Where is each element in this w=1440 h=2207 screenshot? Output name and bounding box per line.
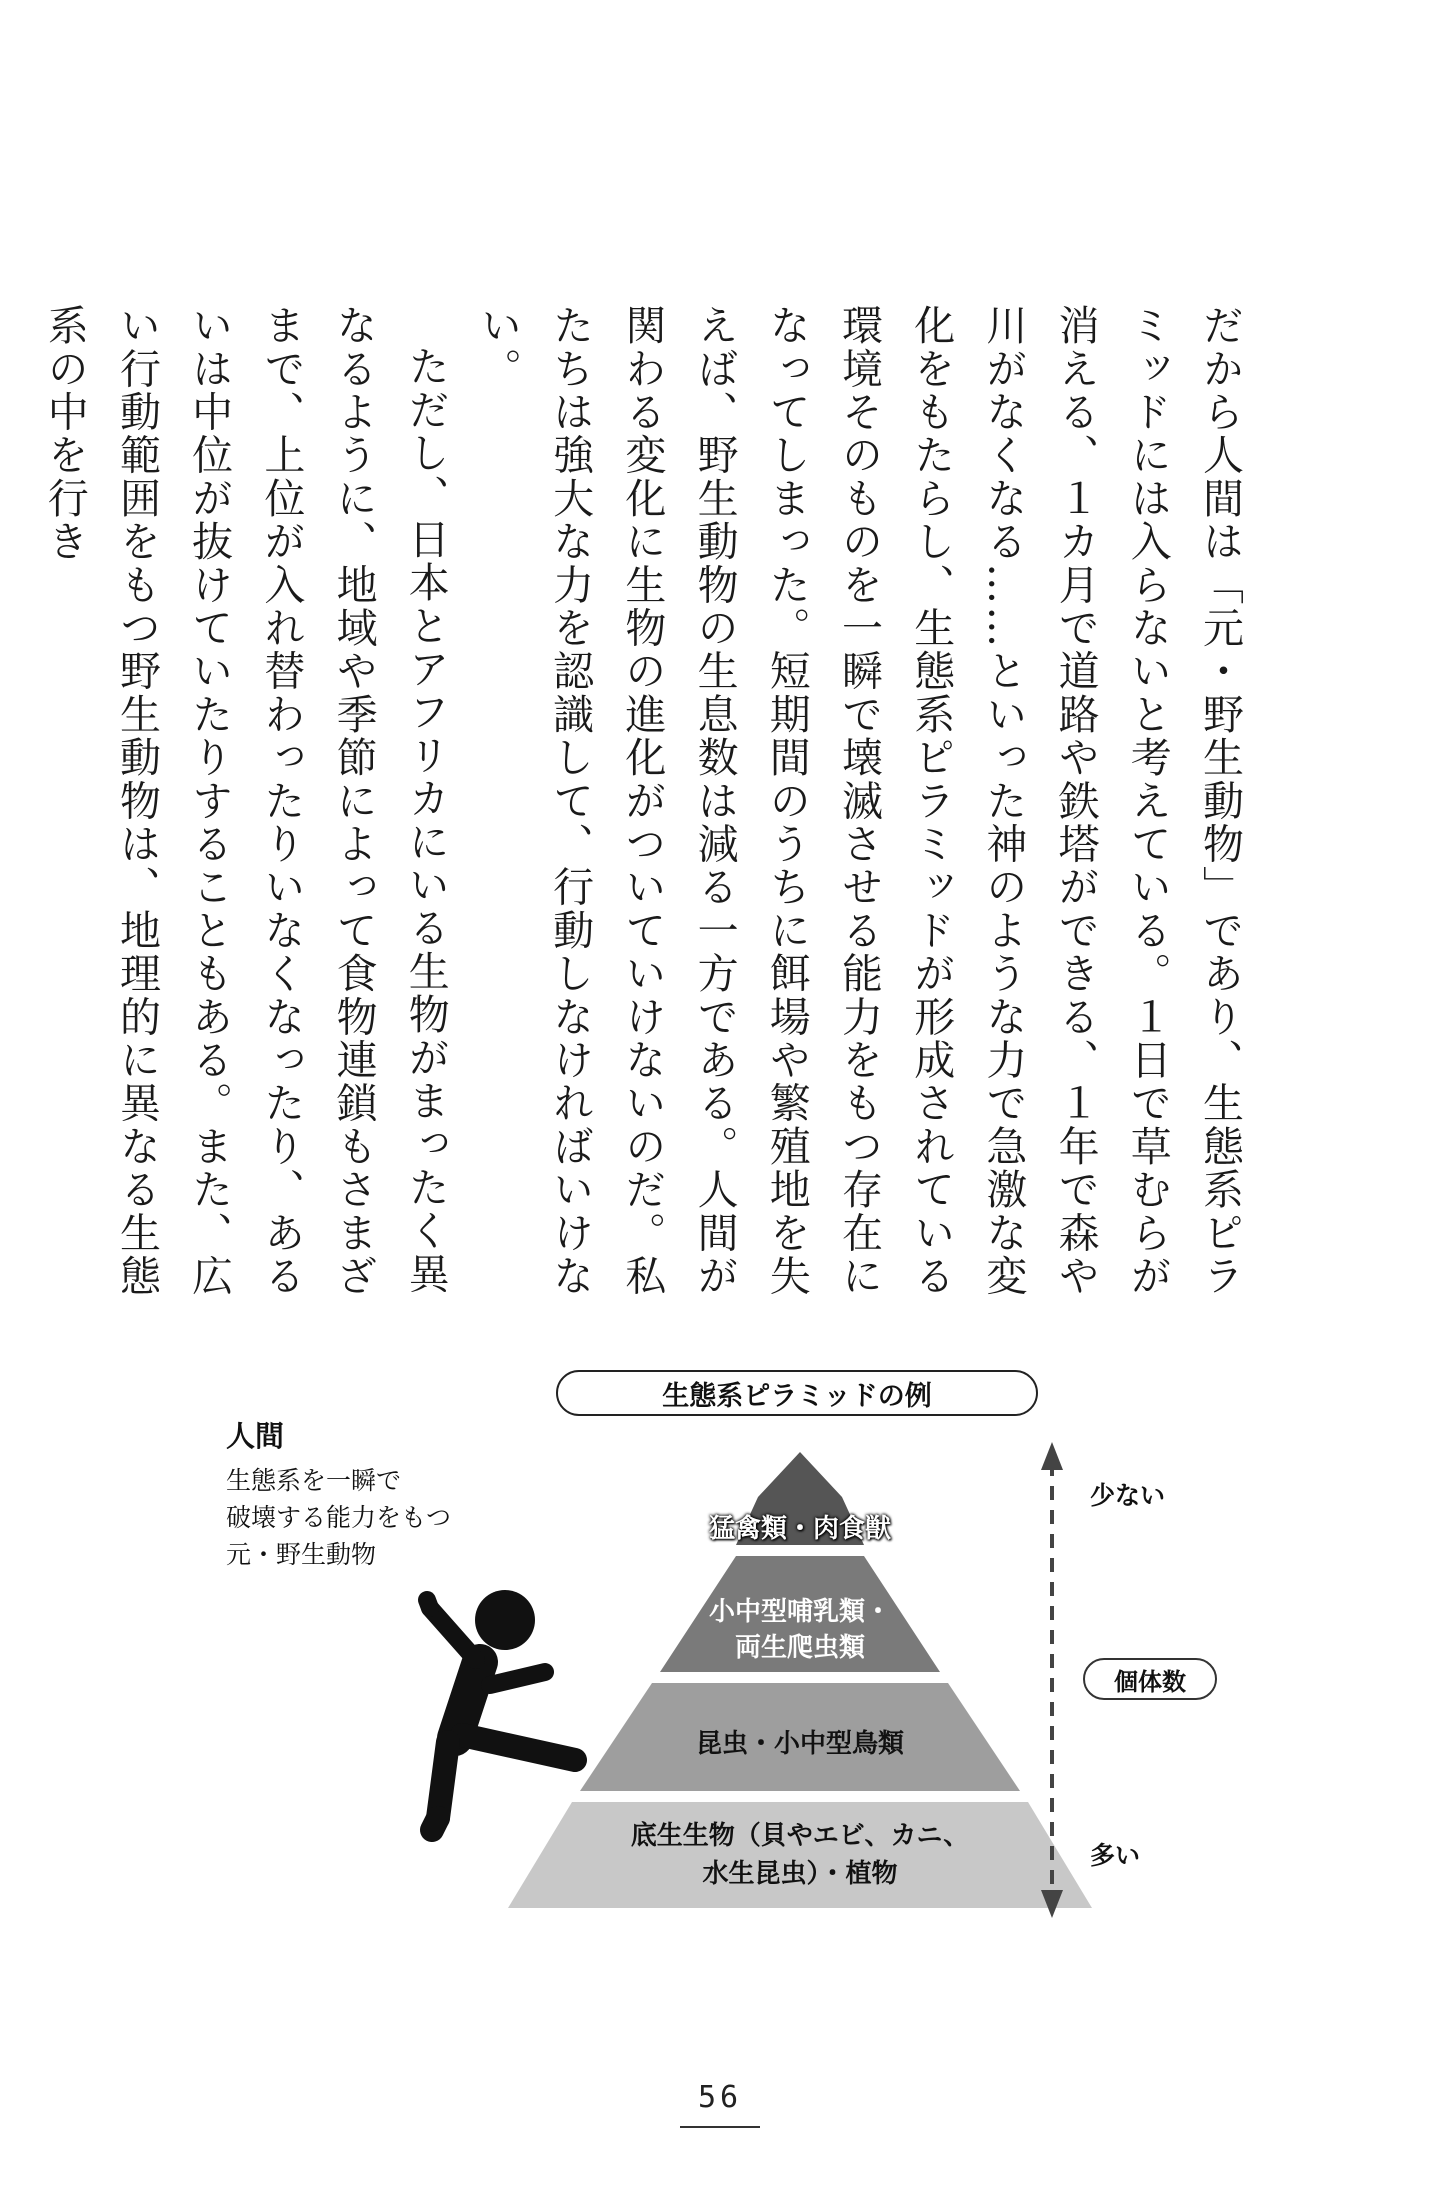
paragraph-1: だから人間は「元・野生動物」であり、生態系ピラミッドには入らないと考えている。１日で草むらが消える、１カ月で道路や鉄塔ができる、１年で森や川がなくなる……といった神のような力で急激な変化をもたらし、生態系ピラミッドが形成されている環境そのものを一瞬で壊滅させる能力をもつ存在になってしまった。短期間のうちに餌場や繁殖地を失えば、野生動物の生息数は減る一方である。人間が関わる変化に生物の進化がついていけないのだ。私たちは強大な力を認識して、行動しなければいけない。 bbox=[473, 304, 1244, 1298]
human-description: 生態系を一瞬で 破壊する能力をもつ 元・野生動物 bbox=[226, 1466, 452, 1569]
figure-title: 生態系ピラミッドの例 bbox=[556, 1370, 1038, 1416]
human-label: 人間 bbox=[226, 1419, 285, 1453]
tier-label-1: 猛禽類・肉食獣 bbox=[708, 1513, 891, 1544]
tier-label-4: 底生生物（貝やエビ、カニ、 水生昆虫）・植物 bbox=[630, 1821, 970, 1889]
page-number: 56 bbox=[697, 2080, 743, 2115]
tier-label-2: 小中型哺乳類・ 両生爬虫類 bbox=[708, 1597, 891, 1663]
paragraph-2: ただし、日本とアフリカにいる生物がまったく異なるように、地域や季節によって食物連鎖もさまざまで、上位が入れ替わったりいなくなったり、あるいは中位が抜けていたりすることもある。また、広い行動範囲をもつ野生動物は、地理的に異なる生態系の中を行き bbox=[40, 304, 450, 1298]
tier-label-3: 昆虫・小中型鳥類 bbox=[695, 1728, 904, 1759]
stick-figure-kicking-icon bbox=[427, 1590, 575, 1830]
axis-bottom-label: 多い bbox=[1090, 1841, 1141, 1870]
page-number-rule bbox=[680, 2126, 760, 2128]
axis-label: 個体数 bbox=[1083, 1658, 1217, 1700]
axis-top-label: 少ない bbox=[1090, 1481, 1166, 1510]
